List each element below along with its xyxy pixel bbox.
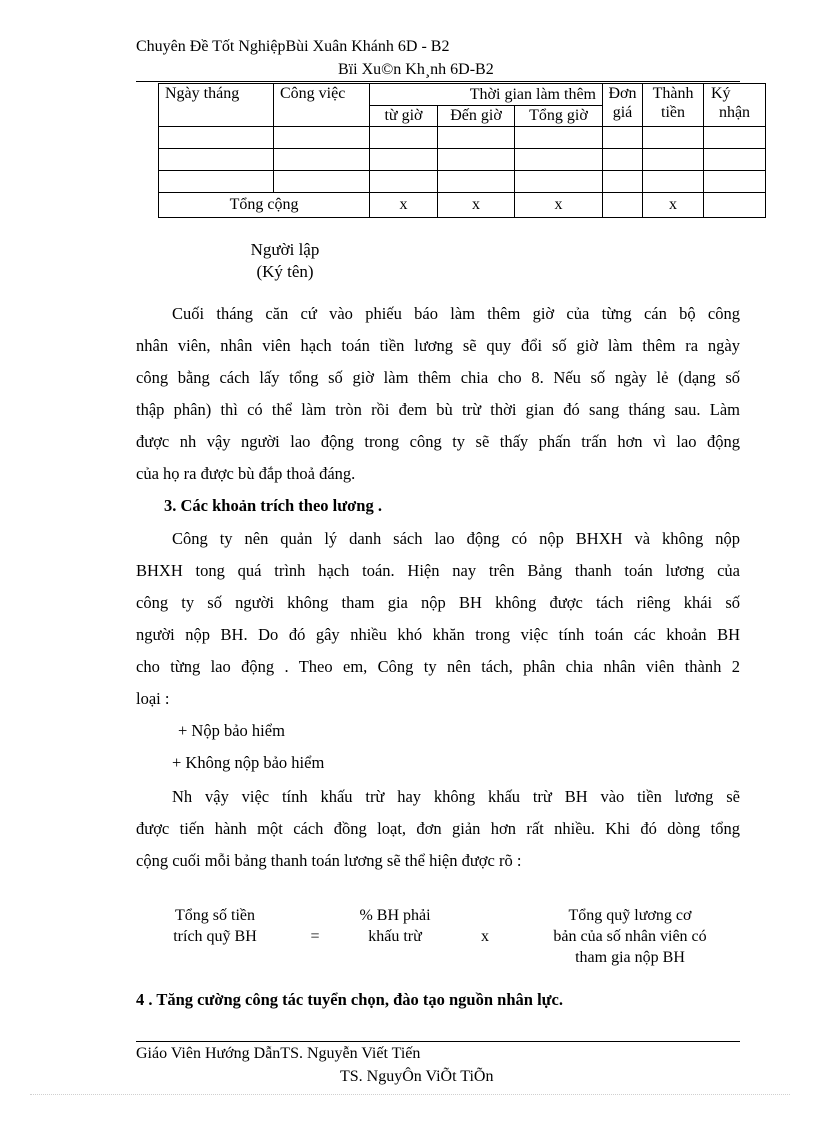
formula-equals: = [310,928,320,945]
footer-divider [136,1041,740,1042]
formula-times: x [481,928,489,945]
text-line: được nh vậy người lao động trong công ty sẽ thấy phấn trấn hơn vì lao động [136,432,740,451]
signer-block [210,239,360,283]
page-header-line2: Bïi Xu©n Kh¸nh 6D-B2 [338,61,494,78]
text-line: Công ty nên quản lý danh sách lao động có nộp BHXH và không nộp [172,529,740,548]
header-from: từ giờ [370,106,438,127]
paragraph-overtime [136,298,740,490]
total-sign [704,193,766,218]
text-line: Cuối tháng căn cứ vào phiếu báo làm thêm giờ của từng cán bộ công [172,304,740,323]
text-line: thập phân) thì có thể làm tròn rồi đem bù trừ thời gian đó sang tháng sau. Làm [136,400,740,419]
text-line: công ty số người không tham gia nộp BH không được tách riêng khái số [136,593,740,612]
formula-fund: Tổng quỹ lương cơ bản của số nhân viên có tham gia nộp BH [553,907,707,966]
table-row [159,127,766,149]
total-amount: x [643,193,704,218]
total-unit-price [603,193,643,218]
header-divider [136,81,740,82]
header-to: Đến giờ [438,106,515,127]
text-line: của họ ra được bù đắp thoả đáng. [136,464,356,483]
total-hours: x [515,193,603,218]
text-line: nhân viên, nhân viên hạch toán tiền lương sẽ quy đổi số giờ làm thêm ra ngày [136,336,740,355]
total-to: x [438,193,515,218]
formula-lhs: Tổng số tiền trích quỹ BH [173,907,257,945]
page-footer-line2: TS. NguyÔn ViÕt TiÕn [340,1068,494,1085]
page-footer-line1: Giáo Viên Hướng DẫnTS. Nguyễn Viết Tiến [136,1045,421,1062]
signer-title: Người lập [250,240,320,259]
text-line: người nộp BH. Do đó gây nhiều khó khăn trong việc tính toán các khoản BH [136,625,740,644]
header-unit-price: Đơn giá [603,84,643,127]
paragraph-conclusion [136,781,740,877]
header-date: Ngày tháng [159,84,274,127]
header-total-hours: Tổng giờ [515,106,603,127]
table-row [159,149,766,171]
text-line: được tiến hành một cách đồng loạt, đơn giản hơn rất nhiều. Khi đó dòng tổng [136,819,740,838]
text-line: công bằng cách lấy tổng số giờ làm thêm chia cho 8. Nếu số ngày lẻ (dạng số [136,368,740,387]
text-line: cộng cuối mỗi bảng thanh toán lương sẽ thể hiện được rõ : [136,851,522,870]
text-line: BHXH tong quá trình hạch toán. Hiện nay trên Bảng thanh toán lương của [136,561,740,580]
overtime-table [158,83,766,218]
table-total-row [159,193,766,218]
header-work: Công việc [274,84,370,127]
signer-note: (Ký tên) [256,262,314,281]
paragraph-deductions [136,523,740,715]
text-line: cho từng lao động . Theo em, Công ty nên tách, phân chia nhân viên thành 2 [136,657,740,676]
section-heading-3: 3. Các khoản trích theo lương . [164,496,382,515]
formula-percent: % BH phải khấu trừ [359,907,431,945]
text-line: loại : [136,689,170,708]
bullet-item: + Nộp bảo hiểm [178,721,285,740]
text-line: Nh vậy việc tính khấu trừ hay không khấu trừ BH vào tiền lương sẽ [172,787,740,806]
page-header-line1: Chuyên Đề Tốt NghiệpBùi Xuân Khánh 6D - B2 [136,38,450,55]
header-overtime: Thời gian làm thêm [370,84,603,106]
bullet-item: + Không nộp bảo hiểm [172,753,325,772]
total-from: x [370,193,438,218]
section-heading-4: 4 . Tăng cường công tác tuyển chọn, đào tạo nguồn nhân lực. [136,990,564,1009]
header-amount: Thành tiền [643,84,704,127]
total-label: Tổng cộng [159,193,370,218]
header-sign: Ký nhận [704,84,766,127]
table-row [159,171,766,193]
page-break-line [30,1094,790,1095]
